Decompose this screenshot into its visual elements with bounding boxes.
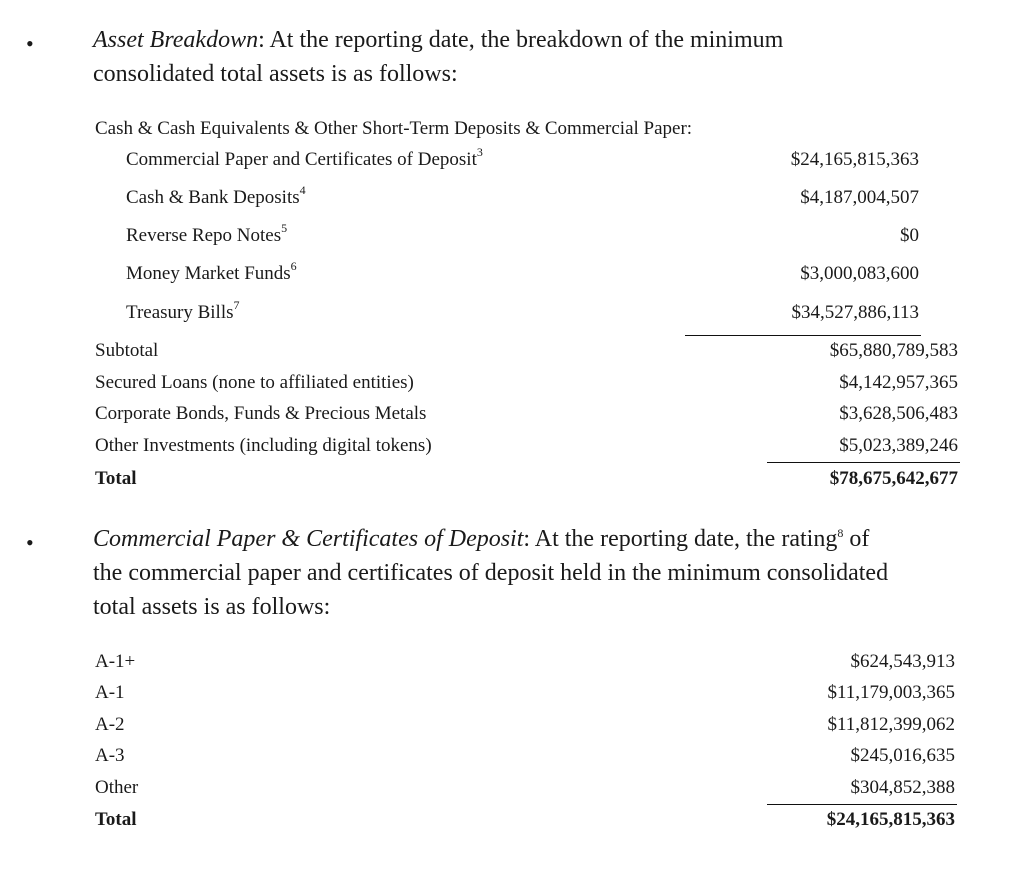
total-rule <box>767 804 957 805</box>
rating-value: $11,812,399,062 <box>827 714 955 735</box>
rating-label: Other <box>95 777 139 798</box>
section2-intro-line2: the commercial paper and certificates of deposit held in the minimum consolidated <box>93 560 889 586</box>
total-label: Total <box>95 468 137 489</box>
subtotal-rule <box>685 335 921 336</box>
section2-intro-italic: Commercial Paper & Certificates of Deposit <box>93 526 524 552</box>
sub-item-label: Cash & Bank Deposits$^4$ <box>126 183 306 208</box>
rating-label: A-1 <box>95 682 125 703</box>
item-label: Secured Loans (none to affiliated entities) <box>95 372 414 393</box>
section1-intro-line2: consolidated total assets is as follows: <box>93 61 458 87</box>
bullet-2: • <box>26 530 34 555</box>
group-header: Cash & Cash Equivalents & Other Short-Term Deposits & Commercial Paper: <box>95 118 693 139</box>
sub-item-label: Commercial Paper and Certificates of Deposit$^3$ <box>126 145 483 170</box>
section1-intro-italic: Asset Breakdown <box>93 27 259 53</box>
footnote-ref: 4 <box>299 183 306 197</box>
total-value: $24,165,815,363 <box>826 809 955 830</box>
rating-label: A-3 <box>95 745 125 766</box>
sub-item-value: $24,165,815,363 <box>790 149 919 170</box>
section2-intro-line3: total assets is as follows: <box>93 594 331 620</box>
section1-intro-line1 <box>93 23 783 57</box>
rating-value: $304,852,388 <box>850 777 955 798</box>
rating-value: $624,543,913 <box>850 651 955 672</box>
sub-item-value: $3,000,083,600 <box>800 263 919 284</box>
item-value: $65,880,789,583 <box>829 340 958 361</box>
sub-item-label: Reverse Repo Notes$^5$ <box>126 221 288 246</box>
footnote-ref: 8 <box>837 526 844 540</box>
total-value: $78,675,642,677 <box>829 468 958 489</box>
sub-item-value: $0 <box>900 225 919 246</box>
rating-value: $11,179,003,365 <box>827 682 955 703</box>
bullet-1: • <box>26 31 34 56</box>
item-value: $4,142,957,365 <box>839 372 958 393</box>
section2-intro-line1: Commercial Paper & Certificates of Deposit: At the reporting date, the rating$^8$ of <box>93 526 870 552</box>
sub-item-label: Money Market Funds$^6$ <box>126 259 297 284</box>
item-label: Other Investments (including digital tokens) <box>95 435 432 456</box>
footnote-ref: 5 <box>281 221 288 235</box>
footnote-ref: 6 <box>290 259 297 273</box>
item-label: Subtotal <box>95 340 159 361</box>
section1-intro-text: : At the reporting date, the breakdown of the minimum <box>258 27 784 53</box>
sub-item-value: $4,187,004,507 <box>800 187 919 208</box>
sub-item-label: Treasury Bills$^7$ <box>126 298 240 323</box>
footnote-ref: 7 <box>233 298 240 312</box>
rating-value: $245,016,635 <box>850 745 955 766</box>
item-value: $5,023,389,246 <box>839 435 958 456</box>
item-value: $3,628,506,483 <box>839 403 958 424</box>
item-label: Corporate Bonds, Funds & Precious Metals <box>95 403 427 424</box>
total-rule <box>767 462 960 463</box>
rating-label: A-2 <box>95 714 125 735</box>
sub-item-value: $34,527,886,113 <box>791 302 919 323</box>
rating-label: A-1+ <box>95 651 136 672</box>
total-label: Total <box>95 809 137 830</box>
footnote-ref: 3 <box>476 145 483 159</box>
